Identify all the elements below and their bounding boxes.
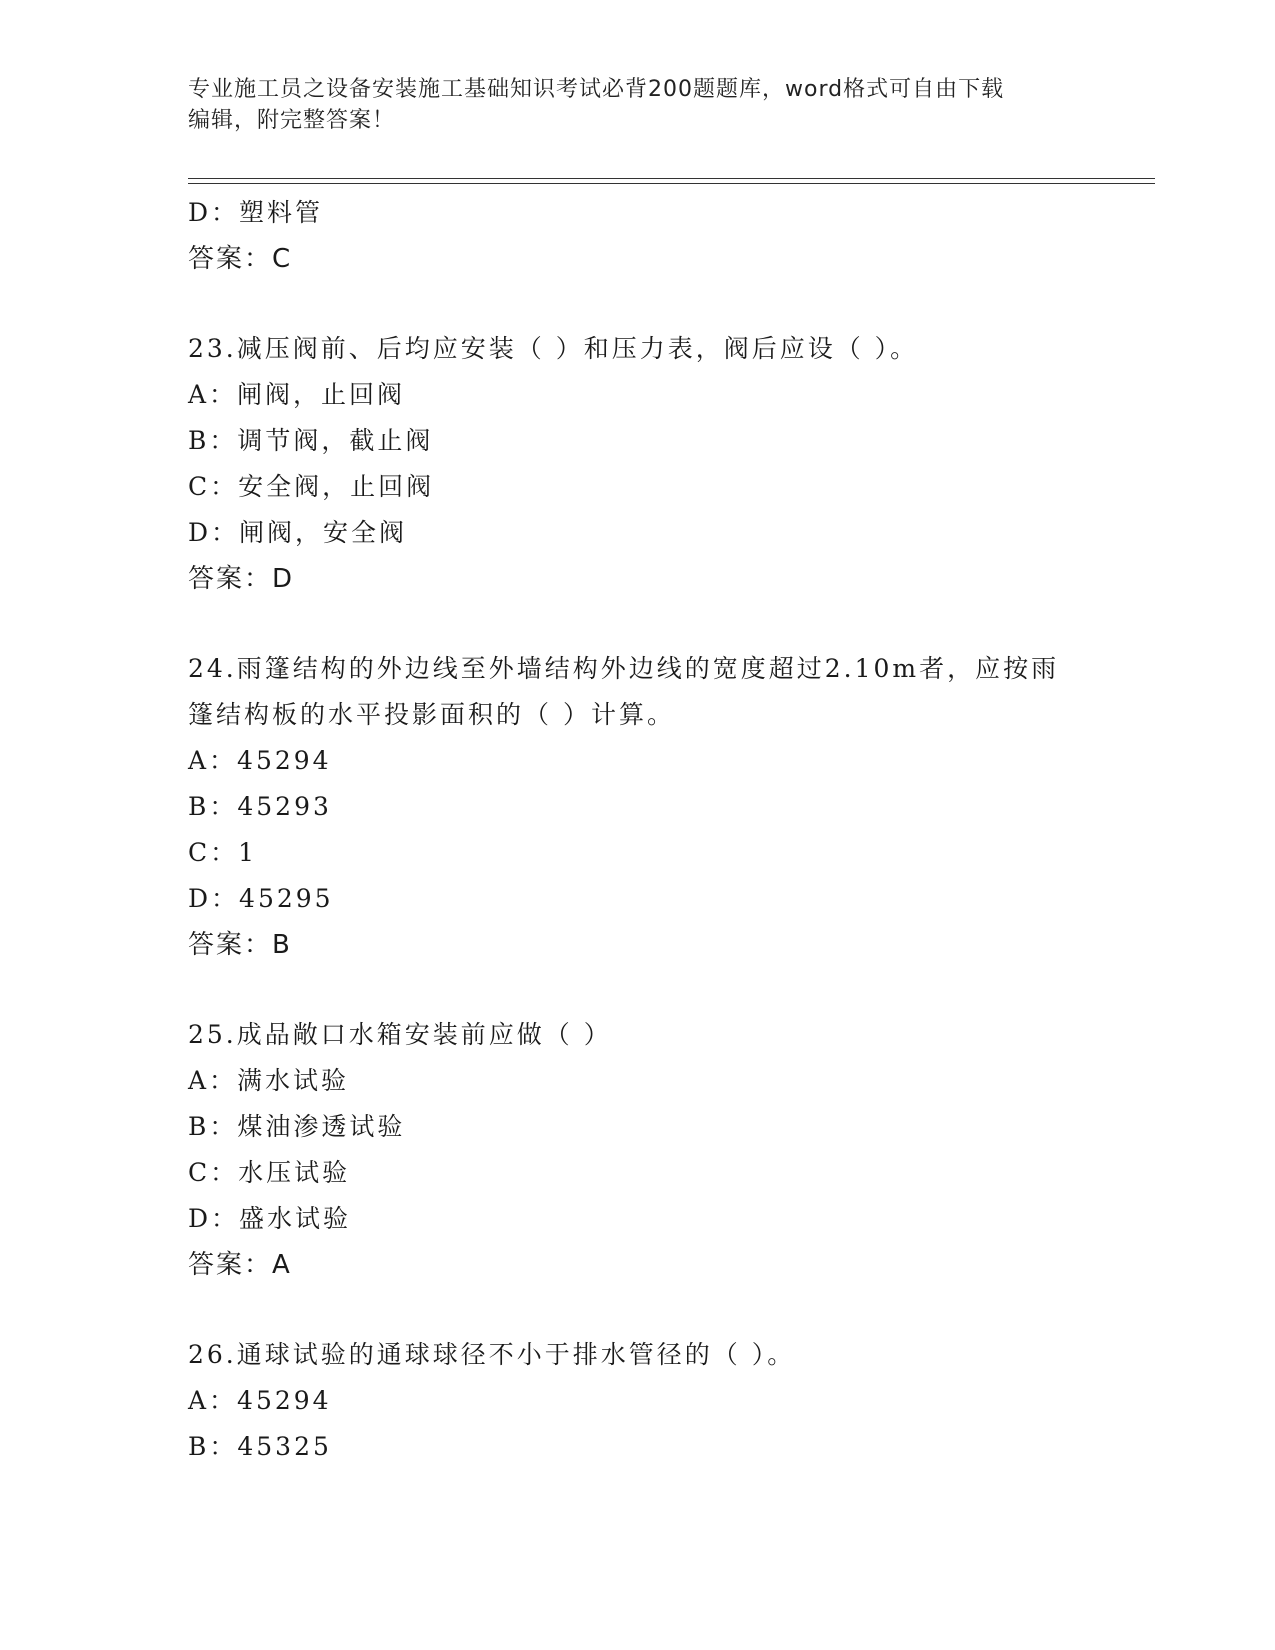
question-24-option-c: C：1	[188, 838, 258, 867]
question-24-option-d: D：45295	[188, 884, 334, 913]
question-26-text: 26.通球试验的通球球径不小于排水管径的（ ）。	[188, 1340, 796, 1369]
header-title-line1: 专业施工员之设备安装施工基础知识考试必背200题题库，word格式可自由下载	[188, 77, 1005, 102]
answer-line: 答案：C	[188, 244, 293, 274]
question-23-option-c: C：安全阀，止回阀	[188, 472, 435, 501]
option-d: D：塑料管	[188, 198, 324, 227]
spacer	[188, 968, 1088, 1012]
question-26-option-a: A：45294	[188, 1386, 332, 1415]
header-divider-top	[188, 178, 1155, 179]
question-24-text-line1: 24.雨篷结构的外边线至外墙结构外边线的宽度超过2.10m者，应按雨	[188, 654, 1060, 683]
question-list	[188, 190, 1088, 1470]
question-25-option-d: D：盛水试验	[188, 1204, 352, 1233]
question-25-text: 25.成品敞口水箱安装前应做（ ）	[188, 1020, 612, 1049]
spacer	[188, 282, 1088, 326]
header-title-line2: 编辑，附完整答案！	[188, 108, 396, 133]
question-23-answer: 答案：D	[188, 564, 295, 594]
question-26-option-b: B：45325	[188, 1432, 332, 1461]
question-25-answer: 答案：A	[188, 1250, 292, 1280]
question-23-option-b: B：调节阀，截止阀	[188, 426, 434, 455]
question-23-text: 23.减压阀前、后均应安装（ ）和压力表，阀后应设（ ）。	[188, 334, 919, 363]
question-24-option-a: A：45294	[188, 746, 332, 775]
question-25-option-a: A：满水试验	[188, 1066, 350, 1095]
spacer	[188, 1288, 1088, 1332]
spacer	[188, 602, 1088, 646]
header-divider-bottom	[188, 183, 1155, 184]
question-24-answer: 答案：B	[188, 930, 292, 960]
document-header	[188, 74, 1088, 136]
question-24-text-line2: 篷结构板的水平投影面积的（ ）计算。	[188, 700, 675, 729]
question-23-option-d: D：闸阀，安全阀	[188, 518, 408, 547]
question-24-option-b: B：45293	[188, 792, 332, 821]
question-25-option-b: B：煤油渗透试验	[188, 1112, 406, 1141]
question-23-option-a: A：闸阀，止回阀	[188, 380, 406, 409]
question-25-option-c: C：水压试验	[188, 1158, 351, 1187]
